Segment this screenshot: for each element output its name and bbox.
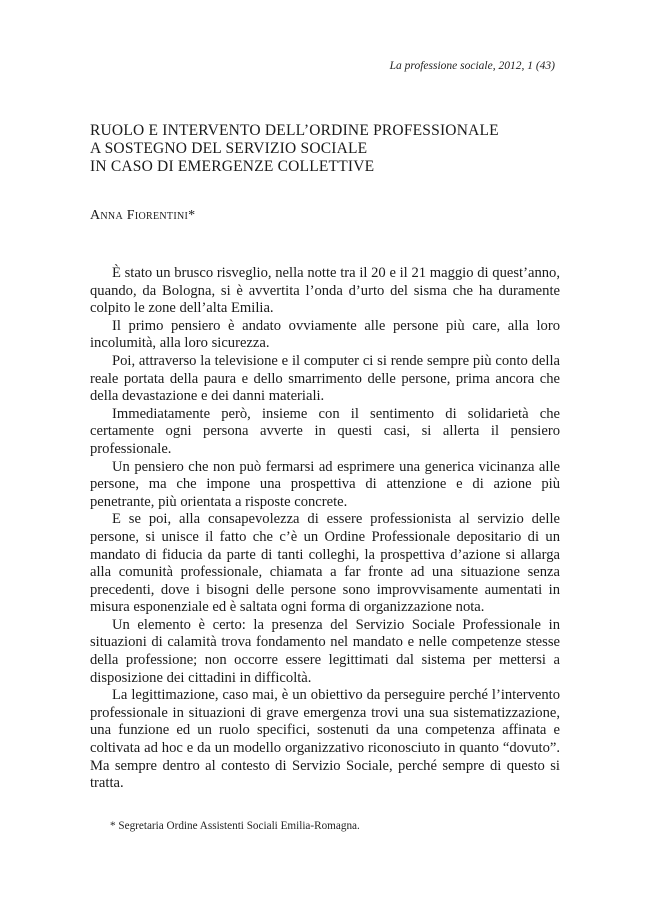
title-line: A SOSTEGNO DEL SERVIZIO SOCIALE xyxy=(90,140,368,157)
running-head: La professione sociale, 2012, 1 (43) xyxy=(389,60,555,72)
body-paragraph: Poi, attraverso la televisione e il computer ci si rende sempre più conto della reale portata della paura e dello smarrimento delle persone, prima ancora che della devastazione e dei danni materiali. xyxy=(90,352,560,405)
body-paragraph: E se poi, alla consapevolezza di essere professionista al servizio delle persone, si unisce il fatto che c’è un Ordine Professionale depositario di un mandato di fiducia da parte di tanti colleghi, la prospettiva d’azione si allarga alla comunità professionale, chiamata a far fronte ad una situazione senza precedenti, dove i bisogni delle persone sono improvvisamente aumentati in misura esponenziale ed è saltata ogni forma di organizzazione nota. xyxy=(90,511,560,616)
title-line: IN CASO DI EMERGENZE COLLETTIVE xyxy=(90,158,375,175)
body-paragraph: È stato un brusco risveglio, nella notte tra il 20 e il 21 maggio di quest’anno, quando, da Bologna, si è avvertita l’onda d’urto del sisma che ha duramente colpito le zone dell’alta Emilia. xyxy=(90,265,560,317)
title-line: RUOLO E INTERVENTO DELL’ORDINE PROFESSIONALE xyxy=(90,122,499,139)
body-paragraph: Immediatamente però, insieme con il sentimento di solidarietà che certamente ogni persona avverte in questi casi, si allerta il pensiero professionale. xyxy=(90,405,560,457)
author-name: Anna Fiorentini* xyxy=(90,208,196,223)
footnote: * Segretaria Ordine Assistenti Sociali Emilia-Romagna. xyxy=(110,820,360,832)
article-title xyxy=(90,122,570,176)
body-paragraph: Un pensiero che non può fermarsi ad esprimere una generica vicinanza alle persone, ma che impone una prospettiva di attenzione e di azione più penetrante, più orientata a risposte concrete. xyxy=(90,458,560,510)
article-body xyxy=(90,265,560,793)
body-paragraph: Un elemento è certo: la presenza del Servizio Sociale Professionale in situazioni di calamità trova fondamento nel mandato e nelle competenze stesse della professione; non occorre essere legittimati dal sistema per mettersi a disposizione dei cittadini in difficoltà. xyxy=(90,616,560,686)
body-paragraph: La legittimazione, caso mai, è un obiettivo da perseguire perché l’intervento professionale in situazioni di grave emergenza trovi una sua sistematizzazione, una funzione ed un ruolo specifici, sostenuti da una competenza affinata e coltivata ad hoc e da un modello organizzativo riconosciuto in quanto “dovuto”. Ma sempre dentro al contesto di Servizio Sociale, perché sempre di questo si tratta. xyxy=(90,687,560,792)
body-paragraph: Il primo pensiero è andato ovviamente alle persone più care, alla loro incolumità, alla loro sicurezza. xyxy=(90,317,560,352)
